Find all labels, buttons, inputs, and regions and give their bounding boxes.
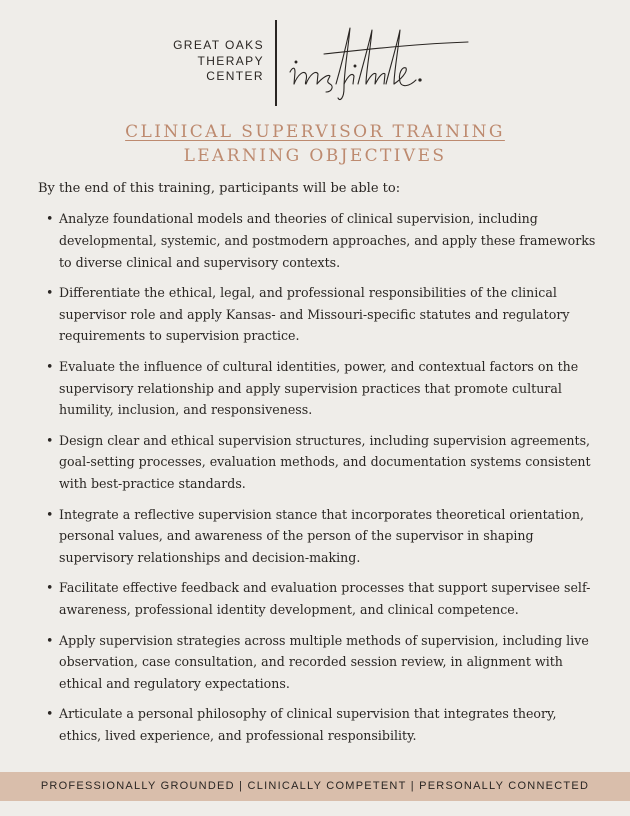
title-text-line1: CLINICAL SUPERVISOR TRAINING <box>125 122 505 142</box>
objective-text: Integrate a reflective supervision stance that incorporates theoretical orientation, personal values, and awareness of the person of the supervisor in shaping supervisory relationships and decision-making. <box>59 506 584 566</box>
bullet-icon: • <box>46 580 54 596</box>
objective-item <box>46 577 602 621</box>
logo-org-line2: THERAPY <box>197 53 264 68</box>
logo-org-line3: CENTER <box>206 69 264 83</box>
bullet-icon: • <box>46 211 54 226</box>
footer-band <box>0 772 630 801</box>
objective-text: Evaluate the influence of cultural identities, power, and contextual factors on the supervisory relationship and apply supervision practices that promote cultural humility, inclusion, and responsiveness. <box>59 358 579 418</box>
institute-script-graphic <box>282 10 482 110</box>
objective-item <box>46 504 602 569</box>
logo-script-wordmark <box>282 10 482 110</box>
objective-item <box>46 208 602 273</box>
logo-divider <box>275 20 277 106</box>
objective-text: Facilitate effective feedback and evaluation processes that support supervisee self-awareness, professional identity development, and clinical competence. <box>59 580 591 618</box>
page-title-line2: LEARNING OBJECTIVES <box>183 146 447 166</box>
bullet-icon: • <box>46 706 54 722</box>
logo-org-name <box>150 38 264 85</box>
bullet-icon: • <box>46 284 54 300</box>
objective-item <box>46 282 602 347</box>
bullet-icon: • <box>46 632 54 648</box>
objective-text: Analyze foundational models and theories of clinical supervision, including developmental, systemic, and postmodern approaches, and apply these frameworks to diverse clinical and supervisory contexts. <box>59 211 596 270</box>
logo-org-line1: GREAT OAKS <box>173 38 264 52</box>
objective-text: Articulate a personal philosophy of clinical supervision that integrates theory, ethics, lived experience, and professional responsibility. <box>59 706 557 744</box>
objective-item <box>46 430 602 495</box>
objective-item <box>46 356 602 421</box>
objective-item <box>46 703 602 747</box>
page-title-line1 <box>0 121 630 143</box>
bullet-icon: • <box>46 432 54 448</box>
objectives-list <box>46 208 602 756</box>
objective-text: Design clear and ethical supervision structures, including supervision agreements, goal-setting processes, evaluation methods, and documentation systems consistent with best-practice standards. <box>59 432 591 492</box>
objective-text: Differentiate the ethical, legal, and professional responsibilities of the clinical supervisor role and apply Kansas- and Missouri-specific statutes and regulatory requirements to supervision practice. <box>59 284 570 344</box>
intro-text: By the end of this training, participants will be able to: <box>38 181 401 196</box>
footer-tagline: PROFESSIONALLY GROUNDED | CLINICALLY COMPETENT | PERSONALLY CONNECTED <box>40 780 590 792</box>
bullet-icon: • <box>46 506 54 522</box>
bullet-icon: • <box>46 358 54 374</box>
objective-text: Apply supervision strategies across multiple methods of supervision, including live observation, case consultation, and recorded session review, in alignment with ethical and regulatory expectations. <box>59 632 589 692</box>
objective-item <box>46 630 602 695</box>
